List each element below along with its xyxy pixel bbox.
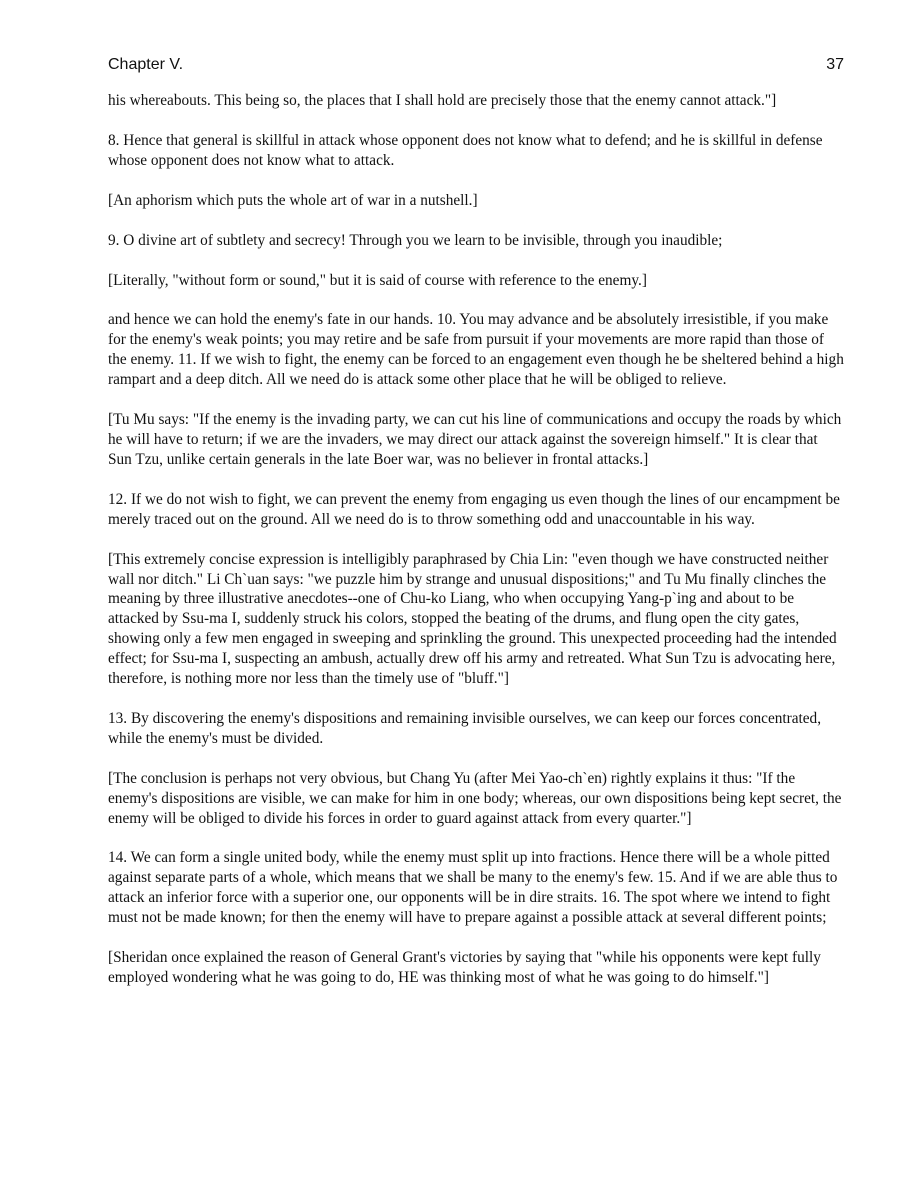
paragraph: [Literally, "without form or sound," but it is said of course with reference to the enemy.] [108, 271, 647, 289]
paragraph: his whereabouts. This being so, the places that I shall hold are precisely those that the enemy cannot attack."] [108, 92, 777, 109]
paragraph: [The conclusion is perhaps not very obvious, but Chang Yu (after Mei Yao-ch`en) rightly explains it thus: "If the enemy's dispositions are visible, we can make for him in one body; whereas, our own dispositions being kept secret, the enemy will be obliged to divide his forces in order to guard against attack from every quarter."] [108, 769, 842, 827]
paragraph: 14. We can form a single united body, while the enemy must split up into fractions. Hence there will be a whole pitted against separate parts of a whole, which means that we shall be many to the enemy's few. 15. And if we are able thus to attack an inferior force with a superior one, our opponents will be in dire straits. 16. The spot where we intend to fight must not be made known; for then the enemy will have to prepare against a possible attack at several different points; [108, 849, 838, 927]
page-header [108, 56, 844, 78]
page-number: 37 [826, 56, 844, 73]
paragraph: 12. If we do not wish to fight, we can prevent the enemy from engaging us even though the lines of our encampment be merely traced out on the ground. All we need do is to throw something odd and unaccountable in his way. [108, 490, 840, 528]
paragraph: 8. Hence that general is skillful in attack whose opponent does not know what to defend; and he is skillful in defense whose opponent does not know what to attack. [108, 131, 823, 169]
paragraph: [Tu Mu says: "If the enemy is the invading party, we can cut his line of communications and occupy the roads by which he will have to return; if we are the invaders, we may direct our attack against the sovereign himself." It is clear that Sun Tzu, unlike certain generals in the late Boer war, was no believer in frontal attacks.] [108, 411, 842, 468]
paragraph: and hence we can hold the enemy's fate in our hands. 10. You may advance and be absolutely irresistible, if you make for the enemy's weak points; you may retire and be safe from pursuit if your movements are more rapid than those of the enemy. 11. If we wish to fight, the enemy can be forced to an engagement even though he be sheltered behind a high rampart and a deep ditch. All we need do is attack some other place that he will be obliged to relieve. [108, 311, 844, 389]
paragraph: 13. By discovering the enemy's dispositions and remaining invisible ourselves, we can keep our forces concentrated, while the enemy's must be divided. [108, 709, 822, 747]
page-body [108, 91, 844, 1008]
paragraph: 9. O divine art of subtlety and secrecy! Through you we learn to be invisible, through you inaudible; [108, 231, 723, 249]
chapter-title: Chapter V. [108, 56, 184, 73]
paragraph: [An aphorism which puts the whole art of war in a nutshell.] [108, 191, 478, 209]
paragraph: [Sheridan once explained the reason of General Grant's victories by saying that "while his opponents were kept fully employed wondering what he was going to do, HE was thinking most of what he was going to do himself."] [108, 949, 821, 986]
paragraph: [This extremely concise expression is intelligibly paraphrased by Chia Lin: "even though we have constructed neither wall nor ditch." Li Ch`uan says: "we puzzle him by strange and unusual dispositions;" and Tu Mu finally clinches the meaning by three illustrative anecdotes--one of Chu-ko Liang, who when occupying Yang-p`ing and about to be attacked by Ssu-ma I, suddenly struck his colors, stopped the beating of the drums, and flung open the city gates, showing only a few men engaged in sweeping and sprinkling the ground. This unexpected proceeding had the intended effect; for Ssu-ma I, suspecting an ambush, actually drew off his army and retreated. What Sun Tzu is advocating here, therefore, is nothing more nor less than the timely use of "bluff."] [108, 550, 837, 688]
